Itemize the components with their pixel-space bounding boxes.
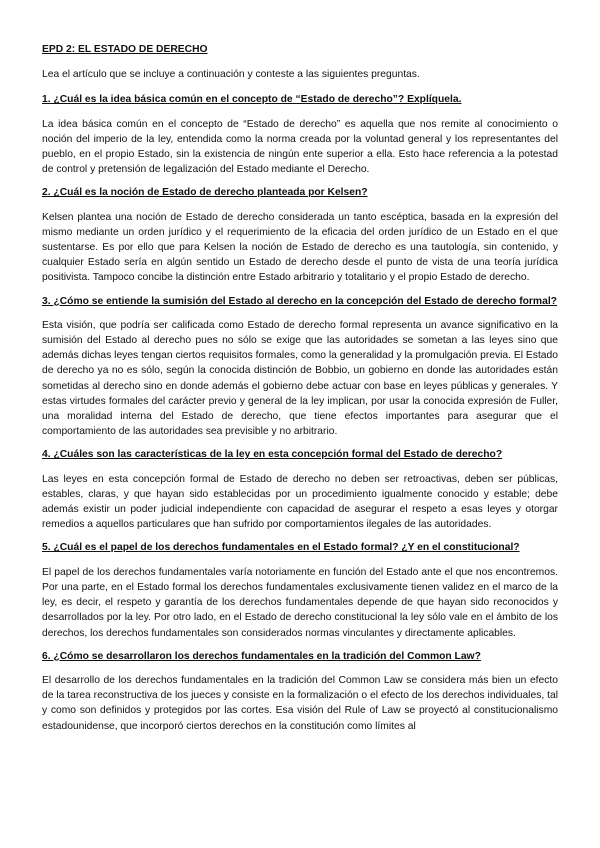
question-3: 3. ¿Cómo se entiende la sumisión del Estado al derecho en la concepción del Estado de derecho formal?	[42, 295, 557, 307]
answer-6: El desarrollo de los derechos fundamentales en la tradición del Common Law se considera más bien un efecto de la tarea reconstructiva de los jueces y consiste en la formalización o el efecto de los derechos individuales, tal y como son definidos y protegidos por las cortes. Esa visión del Rule of Law se proyectó al constitucionalismo estadounidense, que incorporó ciertos derechos en la constitución como límites al	[42, 674, 558, 732]
question-1: 1. ¿Cuál es la idea básica común en el concepto de “Estado de derecho”? Explíquela.	[42, 94, 462, 106]
answer-5: El papel de los derechos fundamentales varía notoriamente en función del Estado ante el que nos encontremos. Por una parte, en el Estado formal los derechos fundamentales exclusivamente tienen validez en el marco de la ley, es decir, el respeto y garantía de los derechos fundamentales depende de que hayan sido reconocidos y desarrollados por la ley. Por otro lado, en el Estado de derecho constitucional la ley sólo vale en el ámbito de los derechos, los derechos fundamentales son considerados normas vinculantes y directamente aplicables.	[42, 566, 558, 639]
question-4: 4. ¿Cuáles son las características de la ley en esta concepción formal del Estado de derecho?	[42, 449, 503, 461]
document-title: EPD 2: EL ESTADO DE DERECHO	[42, 44, 208, 55]
question-6: 6. ¿Cómo se desarrollaron los derechos fundamentales en la tradición del Common Law?	[42, 650, 481, 662]
answer-1: La idea básica común en el concepto de “Estado de derecho” es aquella que nos remite al conocimiento o noción del imperio de la ley, entendida como la norma creada por la voluntad general y los representantes del pueblo, en el propio Estado, sin la existencia de ningún ente superior a ella. Esto hace referencia a la potestad de control y pretensión de legalización del Estado mediante el Derecho.	[42, 118, 558, 176]
answer-3: Esta visión, que podría ser calificada como Estado de derecho formal representa un avance significativo en la sumisión del Estado al derecho pues no sólo se exige que las autoridades se sometan a las leyes sino que además dichas leyes tengan ciertos requisitos formales, como la generalidad y la promulgación previa. El Estado de derecho ya no es sólo, según la conocida distinción de Bobbio, un gobierno en donde las autoridades están sometidas al derecho sino en donde además el gobierno debe actuar con base en leyes públicas y generales. Y estas virtudes formales del carácter previo y general de la ley implican, por usar la conocida expresión de Fuller, una moralidad interna del Estado de derecho, que tiene efectos importantes para asegurar que el comportamiento de las autoridades sea previsible y no arbitrario.	[42, 319, 558, 438]
question-2: 2. ¿Cuál es la noción de Estado de derecho planteada por Kelsen?	[42, 187, 368, 199]
intro-text: Lea el artículo que se incluye a continuación y conteste a las siguientes preguntas.	[42, 69, 420, 81]
question-5: 5. ¿Cuál es el papel de los derechos fundamentales en el Estado formal? ¿Y en el constitucional?	[42, 542, 520, 554]
answer-2: Kelsen plantea una noción de Estado de derecho considerada un tanto escéptica, basada en la expresión del mismo mediante un orden jurídico y el requerimiento de la eficacia del orden jurídico de un Estado en el que sustentarse. Es por ello que para Kelsen la noción de Estado de derecho es una tautología, sin contenido, y cualquier Estado sería en algún sentido un Estado de derecho desde el punto de vista de una teoría jurídica positivista. Tampoco concibe la distinción entre Estado arbitrario y totalitario y el propio Estado de derecho.	[42, 211, 558, 284]
answer-4: Las leyes en esta concepción formal de Estado de derecho no deben ser retroactivas, deben ser públicas, estables, claras, y que hayan sido establecidas por un procedimiento igualmente conocido y estable; debe además existir un poder judicial independiente con capacidad de asegurar el respeto a esas leyes y otorgar remedios a aquellos particulares que han sufrido por comportamientos ilegales de las autoridades.	[42, 473, 558, 531]
